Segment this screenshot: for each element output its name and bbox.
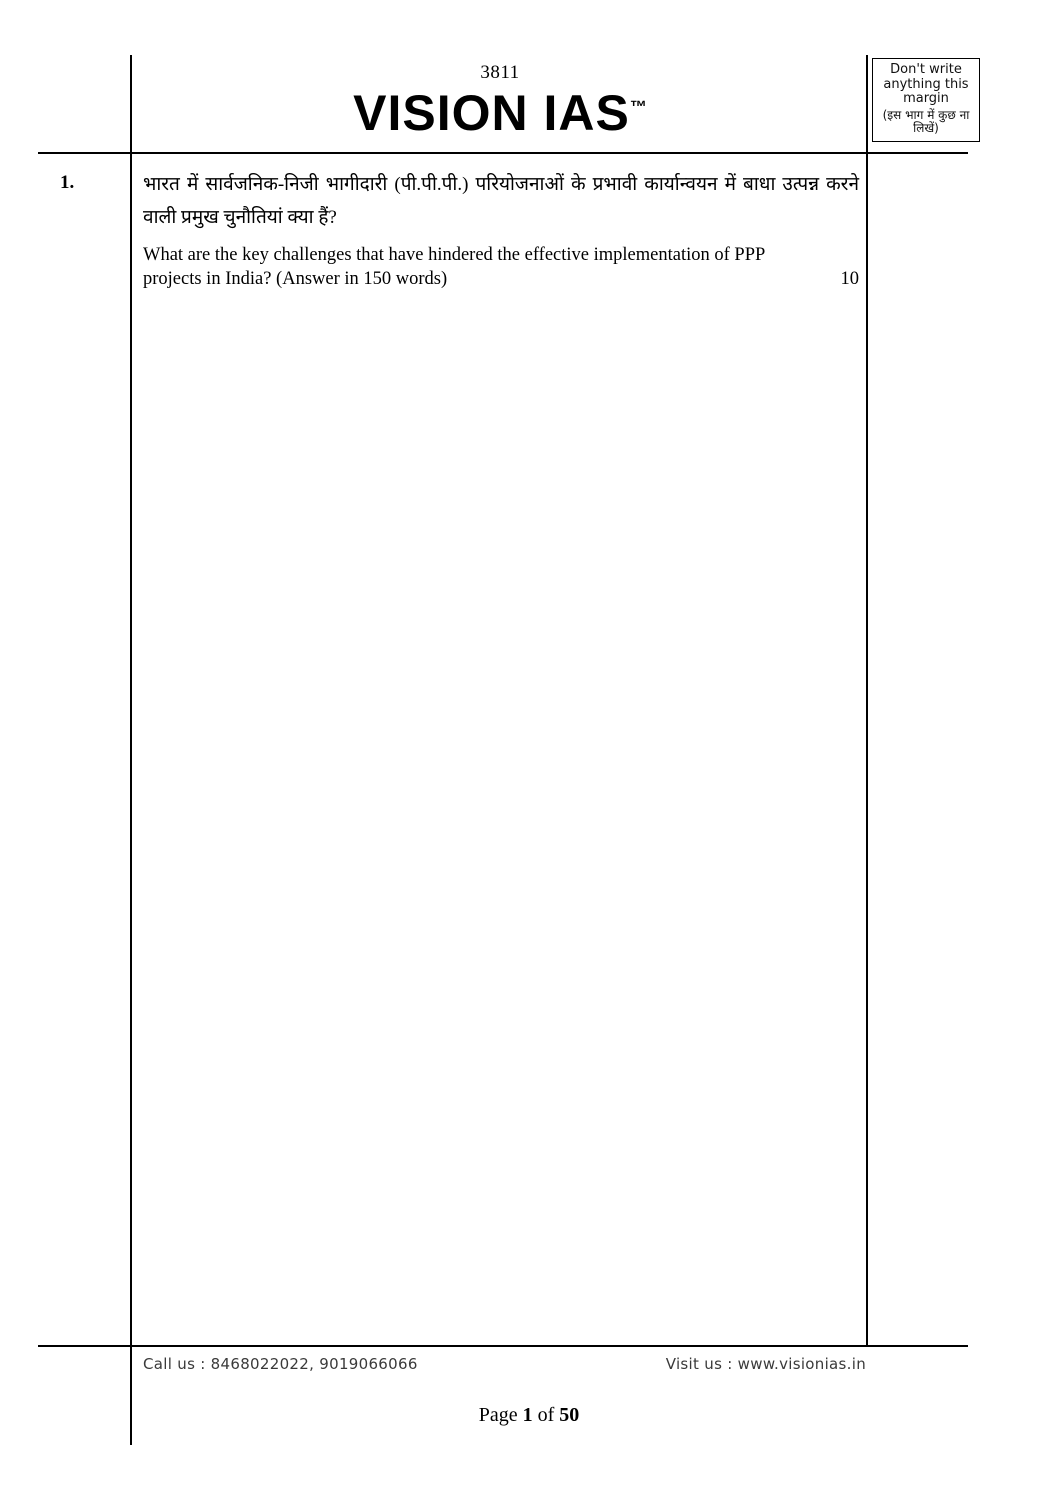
header-divider-rule xyxy=(38,152,968,154)
page-total: 50 xyxy=(559,1404,580,1426)
margin-note-line3: margin xyxy=(903,91,949,107)
question-english-line1: What are the key challenges that have hindered the effective implementation of PPP xyxy=(143,244,766,265)
footer-website: Visit us : www.visionias.in xyxy=(665,1355,866,1373)
question-text-hindi: भारत में सार्वजनिक-निजी भागीदारी (पी.पी.पी.) परियोजनाओं के प्रभावी कार्यान्वयन में बाधा उत्पन्न करने वाली प्रमुख चुनौतियां क्या हैं? xyxy=(143,174,859,229)
margin-note-line1: Don't write xyxy=(890,62,962,77)
question-marks: 10 xyxy=(840,269,859,290)
question-text-english xyxy=(143,243,859,293)
page-current: 1 xyxy=(522,1404,533,1426)
trademark-symbol: ™ xyxy=(629,97,647,117)
footer-contact: Call us : 8468022022, 9019066066 xyxy=(143,1355,418,1373)
page-of: of xyxy=(537,1404,555,1426)
margin-warning-note xyxy=(872,58,980,142)
brand-title xyxy=(0,84,1000,142)
question-number: 1. xyxy=(60,172,75,193)
footer-divider-rule xyxy=(38,1345,968,1347)
brand-name: VISION IAS xyxy=(353,85,630,141)
question-body xyxy=(143,168,859,292)
margin-note-hindi: (इस भाग में कुछ ना लिखें) xyxy=(882,107,970,136)
left-margin-rule xyxy=(130,55,132,1445)
paper-code: 3811 xyxy=(480,62,520,83)
page-prefix: Page xyxy=(478,1404,518,1426)
right-margin-rule xyxy=(866,55,868,1345)
margin-note-line2: anything this xyxy=(883,76,969,92)
page-number xyxy=(0,1404,1058,1427)
question-english-line2: projects in India? (Answer in 150 words) xyxy=(143,269,448,290)
